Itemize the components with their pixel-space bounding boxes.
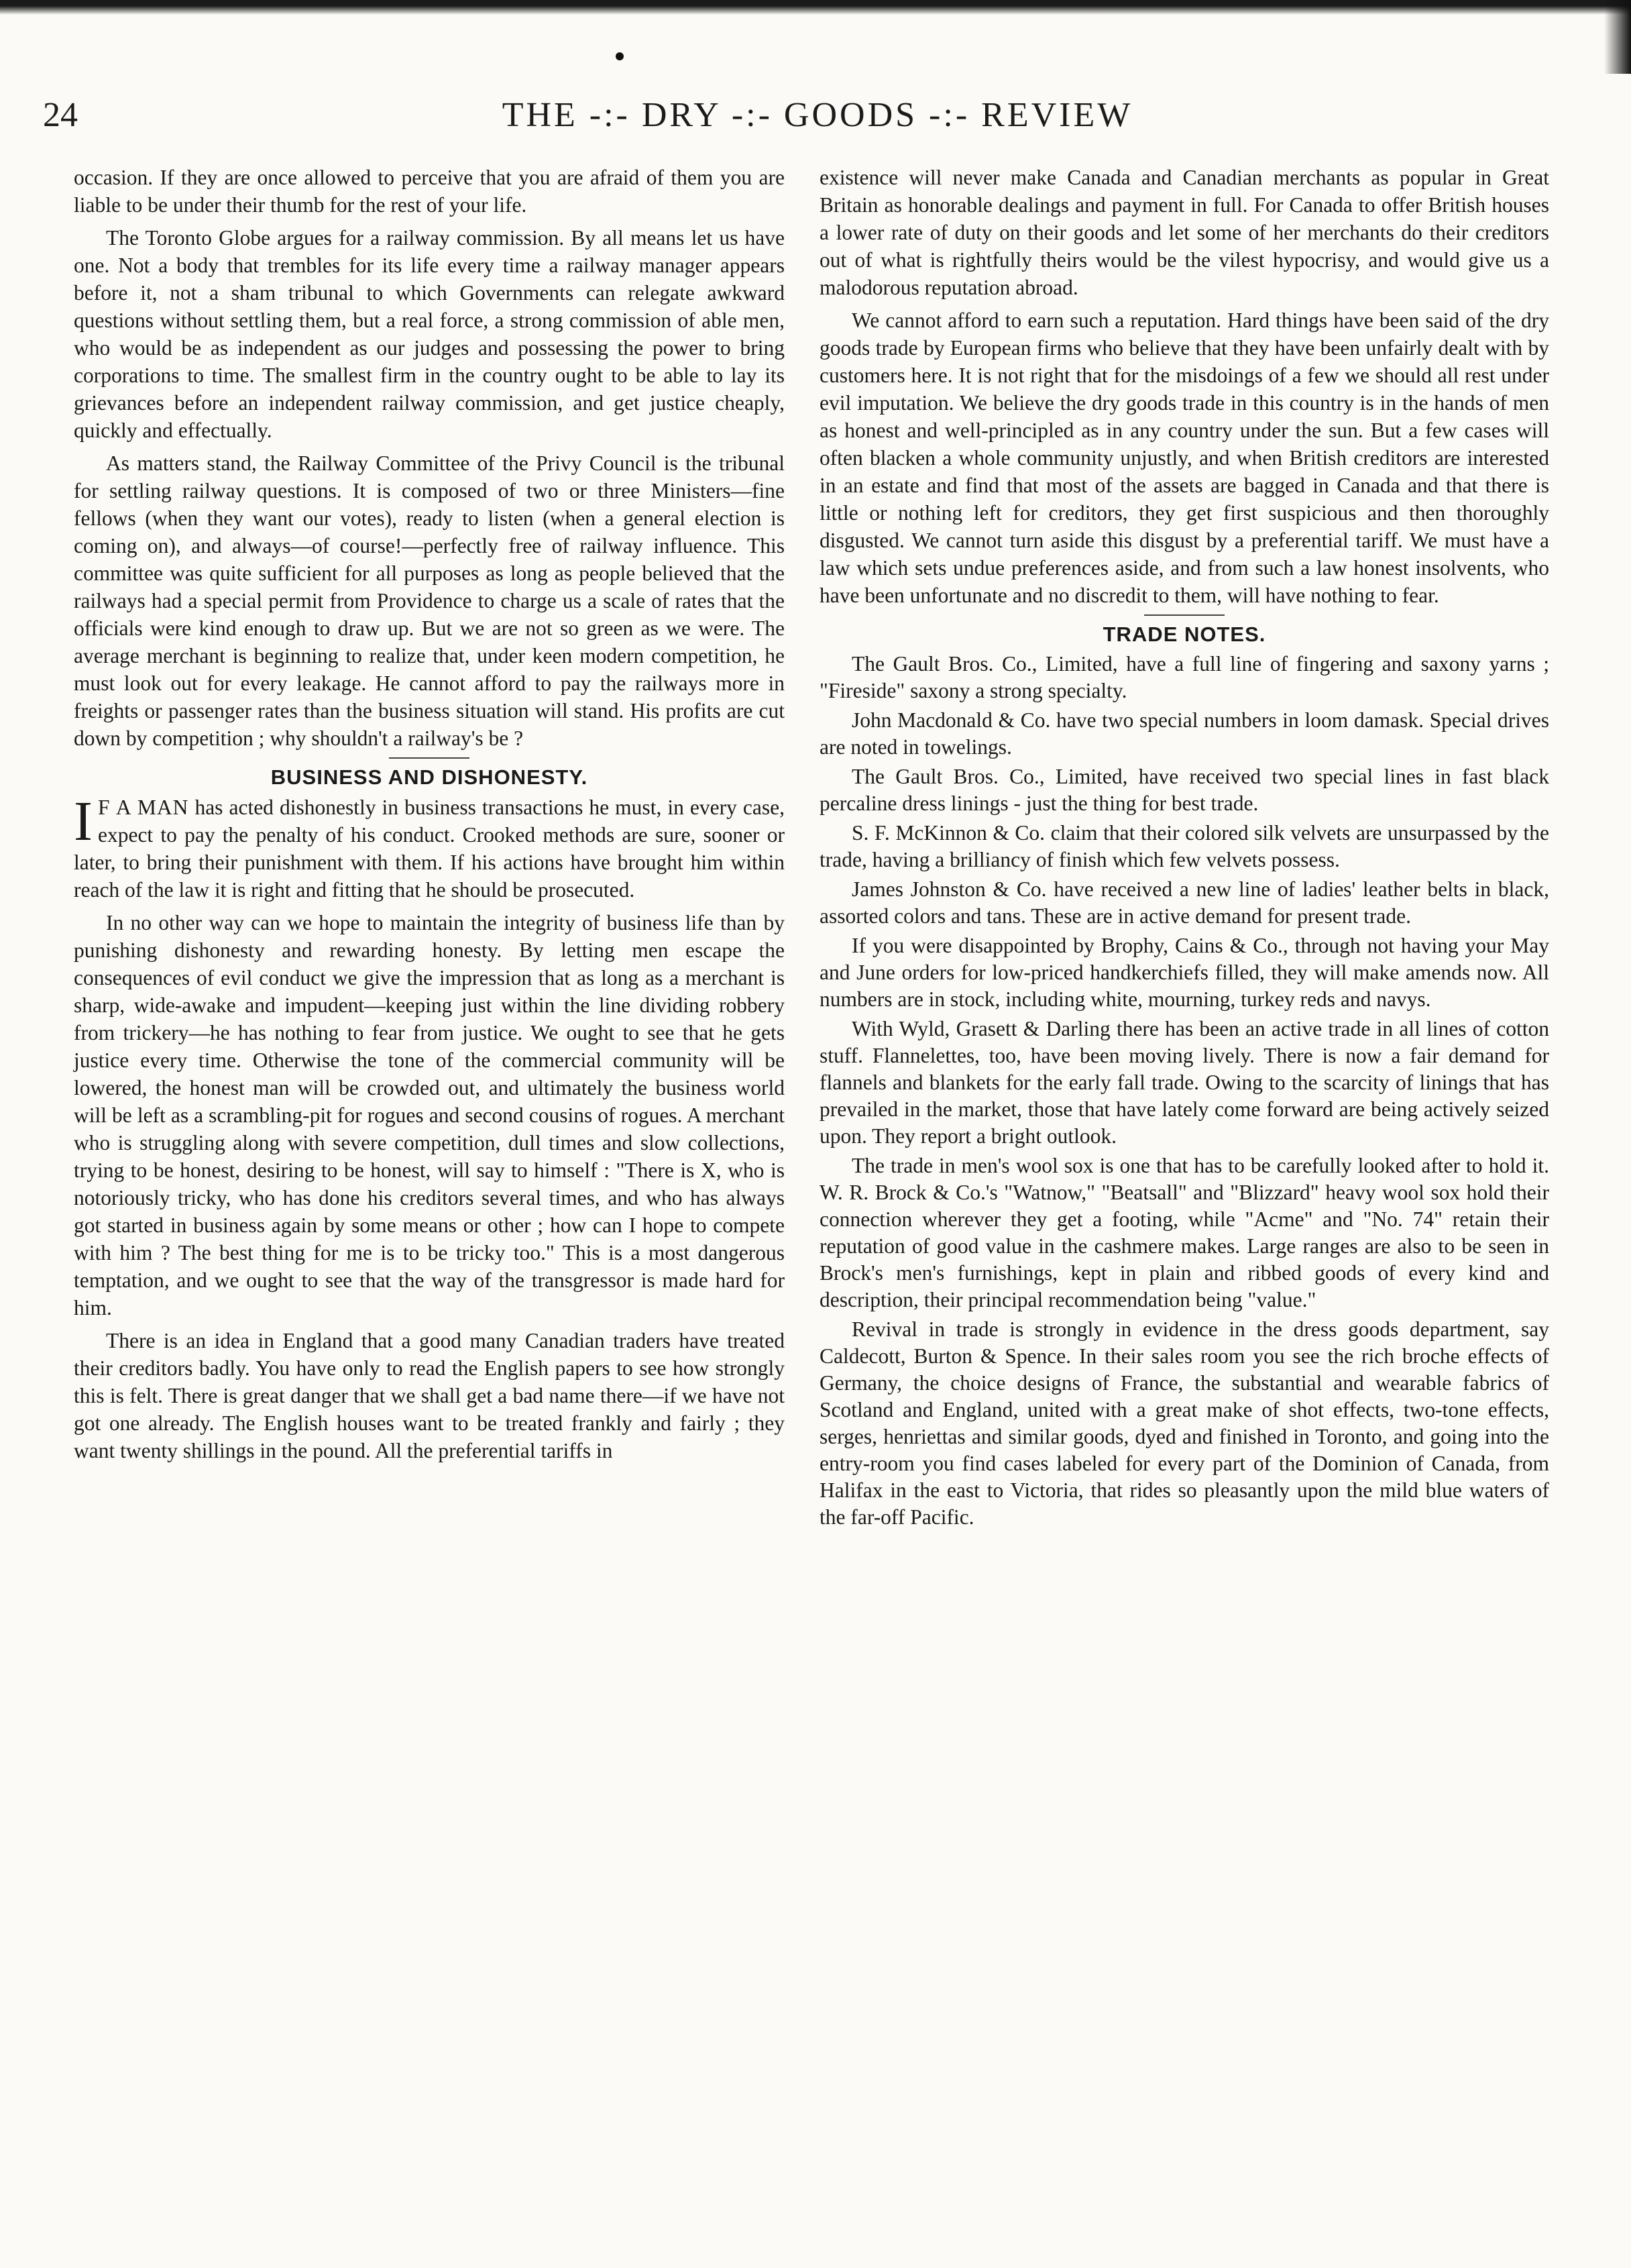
scan-right-edge (1604, 0, 1631, 74)
divider-rule (1144, 614, 1225, 616)
ornament-dot (616, 52, 624, 60)
trade-note: The Gault Bros. Co., Limited, have a full line of fingering and saxony yarns ; "Fireside" saxony a strong specialty. (820, 652, 1549, 702)
paragraph: The Toronto Globe argues for a railway commission. By all means let us have one. Not a body that trembles for its life every time a railway manager appears before it, not a sham tribunal to which Governments can relegate awkward questions without settling them, but a real force, a strong commission of able men, who would be as independent as our judges and possessing the power to bring corporations to time. The smallest firm in the country ought to be able to lay its grievances before an independent railway commission, and get justice cheaply, quickly and effectually. (74, 226, 785, 442)
drop-cap: I (74, 790, 93, 853)
trade-note: If you were disappointed by Brophy, Cains & Co., through not having your May and June orders for low-priced handkerchiefs filled, they will make amends now. All numbers are in stock, including white, mourning, turkey reds and navys. (820, 934, 1549, 1011)
paragraph-text: has acted dishonestly in business transactions he must, in every case, expect to pay the penalty of his conduct. Crooked methods are sure, sooner or later, to bring their punishment with them. If his actions have brought him within reach of the law it is right and fitting that he should be prosecuted. (74, 796, 785, 902)
paragraph: There is an idea in England that a good many Canadian traders have treated their creditors badly. You have only to read the English papers to see how strongly this is felt. There is great danger that we shall get a bad name there—if we have not got one already. The English houses want to be treated frankly and fairly ; they want twenty shillings in the pound. All the preferential tariffs in (74, 1329, 785, 1462)
scan-top-edge (0, 0, 1631, 15)
trade-note: The Gault Bros. Co., Limited, have received two special lines in fast black percaline dress linings - just the thing for best trade. (820, 765, 1549, 815)
trade-note: John Macdonald & Co. have two special numbers in loom damask. Special drives are noted in towelings. (820, 708, 1549, 759)
paragraph: In no other way can we hope to maintain the integrity of business life than by punishing dishonesty and rewarding honesty. By letting men escape the consequences of evil conduct we give the impression that as long as a merchant is sharp, wide-awake and impudent—keeping just within the line dividing robbery from trickery—he has nothing to fear from justice. We ought to see that he gets justice every time. Otherwise the tone of the commercial community will be lowered, the honest man will be crowded out, and ultimately the business world will be left as a scrambling-pit for rogues and second cousins of rogues. A merchant who is struggling along with severe competition, dull times and slow collections, trying to be honest, desiring to be honest, will say to himself : "There is X, who is notoriously tricky, who has done his creditors several times, and who has always got started in business again by some means or other ; how can I hope to compete with him ? The best thing for me is to be tricky too." This is a most dangerous temptation, and we ought to see that the way of the transgressor is made hard for him. (74, 911, 785, 1319)
left-column (74, 164, 785, 1470)
paragraph-with-dropcap (74, 790, 785, 904)
trade-note: The trade in men's wool sox is one that has to be carefully looked after to hold it. W. R. Brock & Co.'s "Watnow," "Beatsall" and "Blizzard" heavy wool sox hold their connection wherever they get a footing, while "Acme" and "No. 74" retain their reputation of good value in the cashmere makes. Large ranges are also to be seen in Brock's men's furnishings, kept in plain and ribbed goods of every kind and description, their principal recommendation being "value." (820, 1154, 1549, 1311)
trade-note: Revival in trade is strongly in evidence in the dress goods department, say Caldecott, Burton & Spence. In their sales room you see the rich broche effects of Germany, the choice designs of France, the substantial and wearable fabrics of Scotland and England, united with a great make of shot effects, two-tone effects, serges, henriettas and similar goods, dyed and finished in Toronto, and going into the entry-room you find cases labeled for every part of the Dominion of Canada, from Halifax in the east to Victoria, that rides so pleasantly upon the mild blue waters of the far-off Pacific. (820, 1317, 1549, 1529)
masthead-title: THE -:- DRY -:- GOODS -:- REVIEW (502, 96, 1133, 134)
page-number: 24 (43, 96, 78, 134)
paragraph: We cannot afford to earn such a reputation. Hard things have been said of the dry goods trade by European firms who believe that they have been unfairly dealt with by customers here. It is not right that for the misdoings of a few we should all rest under evil imputation. We believe the dry goods trade in this country is in the hands of men as honest and well-principled as in any country under the sun. But a few cases will often blacken a whole community unjustly, and when British creditors are interested in an estate and find that most of the assets are bagged in Canada and that there is little or nothing left for creditors, they get first suspicious and then thoroughly disgusted. We cannot turn aside this disgust by a preferential tariff. We must have a law which sets undue preferences aside, and from such a law honest insolvents, who have been unfortunate and no discredit to them, will have nothing to fear. (820, 309, 1549, 607)
trade-note: James Johnston & Co. have received a new line of ladies' leather belts in black, assorted colors and tans. These are in active demand for present trade. (820, 877, 1549, 928)
paragraph: existence will never make Canada and Canadian merchants as popular in Great Britain as honorable dealings and payment in full. For Canada to offer British houses a lower rate of duty on their goods and let some of her merchants do their creditors out of what is rightfully theirs would be the vilest hypocrisy, and would give us a malodorous reputation abroad. (820, 166, 1549, 299)
trade-note: With Wyld, Grasett & Darling there has been an active trade in all lines of cotton stuff. Flannelettes, too, have been moving lively. There is now a fair demand for flannels and blankets for the early fall trade. Owing to the scarcity of linings that has prevailed in the market, those that have lately come forward are being actively seized upon. They report a bright outlook. (820, 1017, 1549, 1148)
opening-caps: F A MAN (97, 796, 189, 819)
trade-note: S. F. McKinnon & Co. claim that their colored silk velvets are unsurpassed by the trade, having a brilliancy of finish which few velvets possess. (820, 821, 1549, 871)
divider-rule (389, 757, 469, 759)
paragraph: occasion. If they are once allowed to perceive that you are afraid of them you are liable to be under their thumb for the rest of your life. (74, 166, 785, 217)
section-heading-business-dishonesty: BUSINESS AND DISHONESTY. (270, 765, 588, 789)
section-heading-trade-notes: TRADE NOTES. (1103, 623, 1266, 646)
paragraph: As matters stand, the Railway Committee of the Privy Council is the tribunal for settling railway questions. It is composed of two or three Ministers—fine fellows (when they want our votes), ready to listen (when a general election is coming on), and always—of course!—perfectly free of railway influence. This committee was quite sufficient for all purposes as long as people believed that the railways had a special permit from Providence to charge us a scale of rates that the officials were kind enough to draw up. But we are not so green as we were. The average merchant is beginning to realize that, under keen modern competition, he must look out for every leakage. He cannot afford to pay the railways more in freights or passenger rates than the business situation will stand. His profits are cut down by competition ; why shouldn't a railway's be ? (74, 451, 785, 750)
right-column (820, 164, 1549, 1533)
